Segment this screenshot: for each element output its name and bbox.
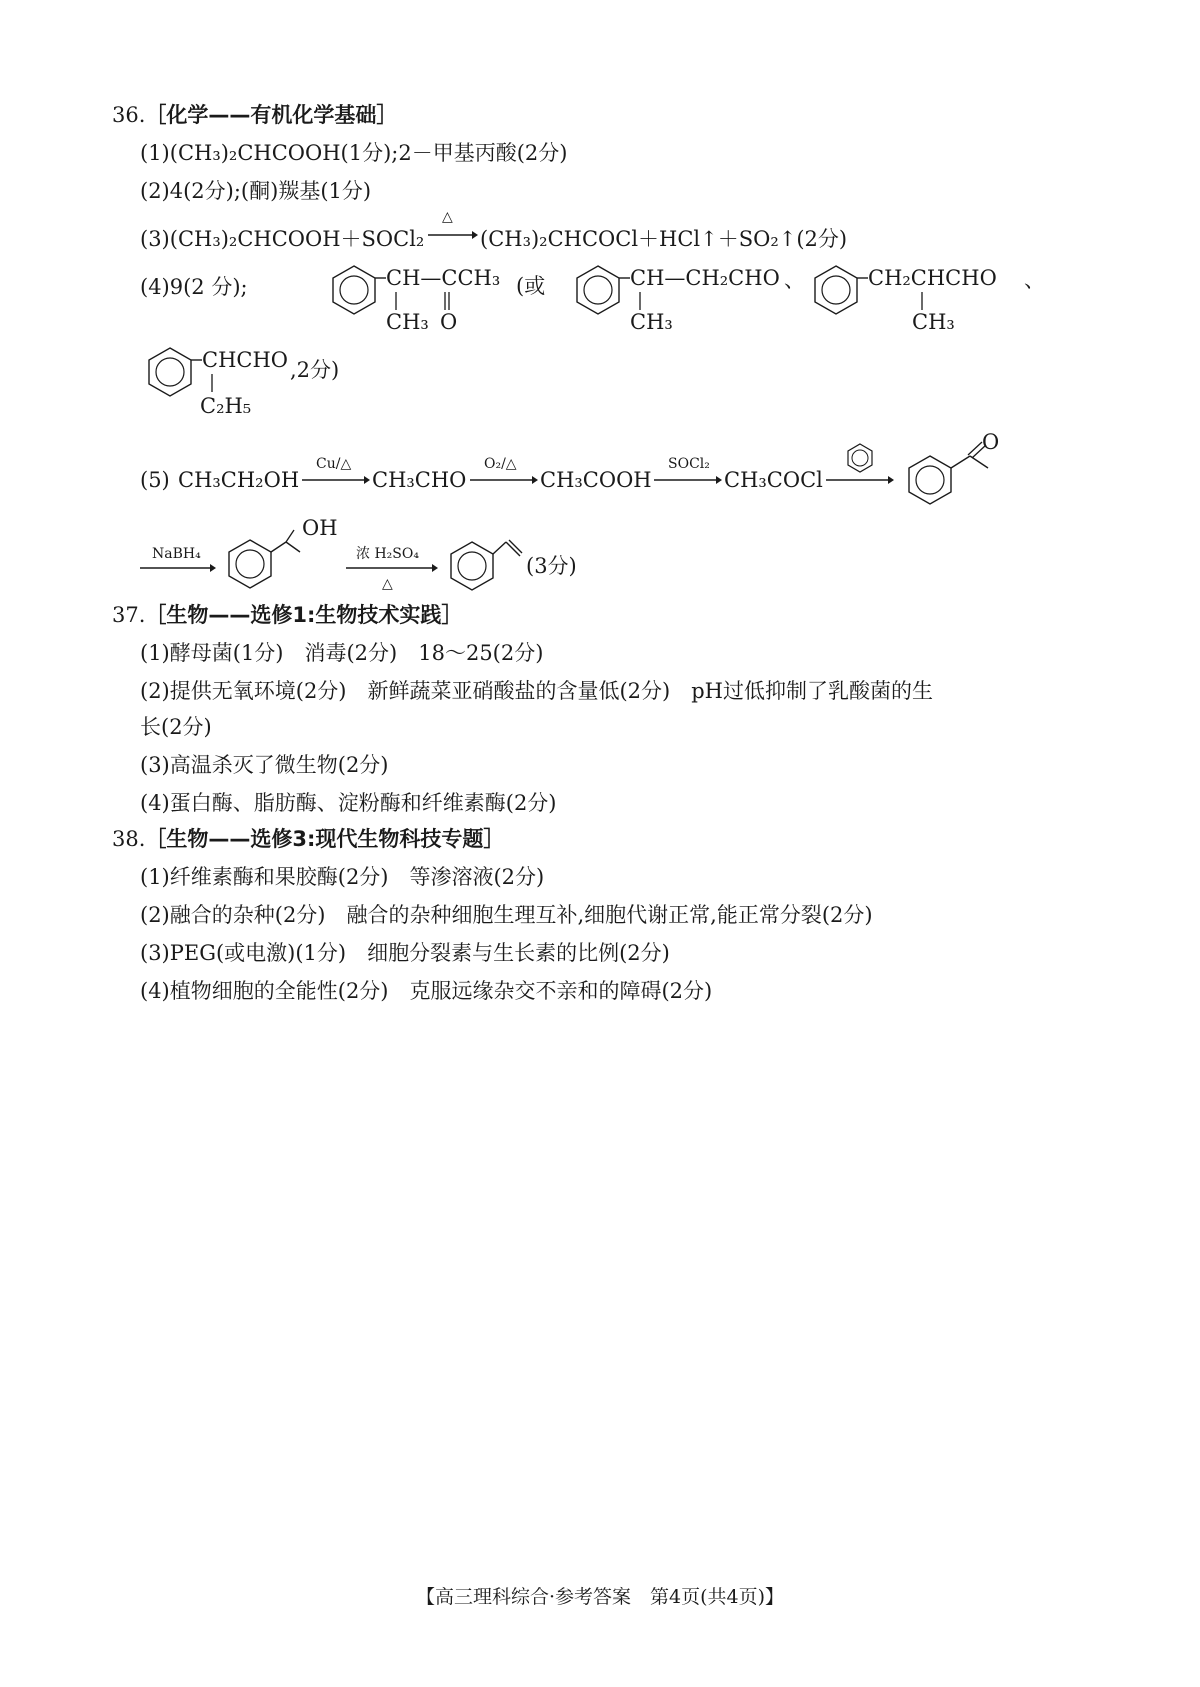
route-arrow-5 [140,562,216,574]
route-condition-6-bottom: △ [382,576,393,592]
q36-answer-3-products: (CH₃)₂CHCOCl＋HCl↑＋SO₂↑(2分) [480,227,848,251]
q36-number: 36. [112,103,146,127]
q38-number: 38. [112,827,146,851]
q36-answer-4-end: ,2分) [290,358,340,382]
route-condition-1: Cu/△ [316,456,352,472]
route-condition-5: NaBH₄ [152,546,201,562]
route-acetic-acid: CH₃COOH [540,468,652,492]
route-acetyl-chloride: CH₃COCl [724,468,823,492]
q38-answer-4: (4)植物细胞的全能性(2分) 克服远缘杂交不亲和的障碍(2分) [140,979,713,1003]
q36-answer-3-condition: △ [442,209,453,225]
q37-answer-4: (4)蛋白酶、脂肪酶、淀粉酶和纤维素酶(2分) [140,791,557,815]
q38-heading [112,824,504,854]
q37-title: ［生物——选修1:生物技术实践］ [145,603,463,627]
struct-b-bond [636,290,646,312]
q36-answer-2: (2)4(2分);(酮)羰基(1分) [140,179,372,203]
route-condition-3: SOCl₂ [668,456,710,472]
q37-answer-2: (2)提供无氧环境(2分) 新鲜蔬菜亚硝酸盐的含量低(2分) pH过低抑制了乳酸菌的生 [140,679,933,703]
q37-answer-2-cont: 长(2分) [140,715,212,739]
q38-answer-2: (2)融合的杂种(2分) 融合的杂种细胞生理互补,细胞代谢正常,能正常分裂(2分) [140,903,873,927]
phenylethanol-hydroxyl: OH [302,516,338,540]
struct-b-main: CH—CH₂CHO [630,266,780,290]
benzene-ring-a [324,262,384,322]
q36-answer-4-sep-2: 、 [1024,268,1045,292]
q38-answer-3: (3)PEG(或电激)(1分) 细胞分裂素与生长素的比例(2分) [140,941,670,965]
benzene-ring-b [568,262,628,322]
q37-answer-3: (3)高温杀灭了微生物(2分) [140,753,389,777]
struct-b-methyl: CH₃ [630,310,673,334]
q36-answer-3-reactants: (3)(CH₃)₂CHCOOH＋SOCl₂ [140,227,425,251]
benzene-ring-d [140,344,200,404]
q38-answer-1: (1)纤维素酶和果胶酶(2分) 等渗溶液(2分) [140,865,545,889]
route-condition-2: O₂/△ [484,456,517,472]
q36-answer-3-arrow [428,224,478,240]
styrene-structure [442,530,532,594]
page-footer: 【高三理科综合·参考答案 第4页(共4页)】 [415,1586,785,1608]
q36-title: ［化学——有机化学基础］ [145,103,398,127]
route-arrow-1 [302,474,370,486]
struct-d-ethyl: C₂H₅ [200,394,252,418]
route-arrow-6 [346,562,438,574]
q36-answer-4-alt-open: (或 [516,274,546,298]
q37-answer-1: (1)酵母菌(1分) 消毒(2分) 18～25(2分) [140,641,544,665]
q36-answer-4-prefix: (4)9(2 分); [140,275,248,299]
q36-answer-5-prefix: (5) [140,468,170,492]
route-arrow-2 [470,474,538,486]
struct-c-main: CH₂CHCHO [868,266,997,290]
route-ethanol: CH₃CH₂OH [178,468,300,492]
q38-title: ［生物——选修3:现代生物科技专题］ [145,827,505,851]
struct-a-oxygen: O [440,310,458,334]
route-condition-6-top: 浓 H₂SO₄ [356,546,419,562]
struct-a-main: CH—CCH₃ [386,266,501,290]
struct-c-bond [918,290,928,312]
q36-answer-4-sep-1: 、 [784,268,805,292]
route-arrow-4-benzene [826,438,896,488]
struct-c-methyl: CH₃ [912,310,955,334]
q36-heading [112,100,397,130]
route-arrow-3 [654,474,722,486]
acetophenone-oxygen: O [982,430,1000,454]
route-acetaldehyde: CH₃CHO [372,468,467,492]
struct-d-bond [208,372,218,394]
q36-answer-5-end: (3分) [526,554,577,578]
q37-number: 37. [112,603,146,627]
q36-answer-1: (1)(CH₃)₂CHCOOH(1分);2－甲基丙酸(2分) [140,141,568,165]
q37-heading [112,600,462,630]
benzene-ring-c [806,262,866,322]
struct-a-bonds [392,290,452,312]
phenylethanol-structure [220,528,310,592]
struct-a-methyl: CH₃ [386,310,429,334]
struct-d-main: CHCHO [202,348,288,372]
